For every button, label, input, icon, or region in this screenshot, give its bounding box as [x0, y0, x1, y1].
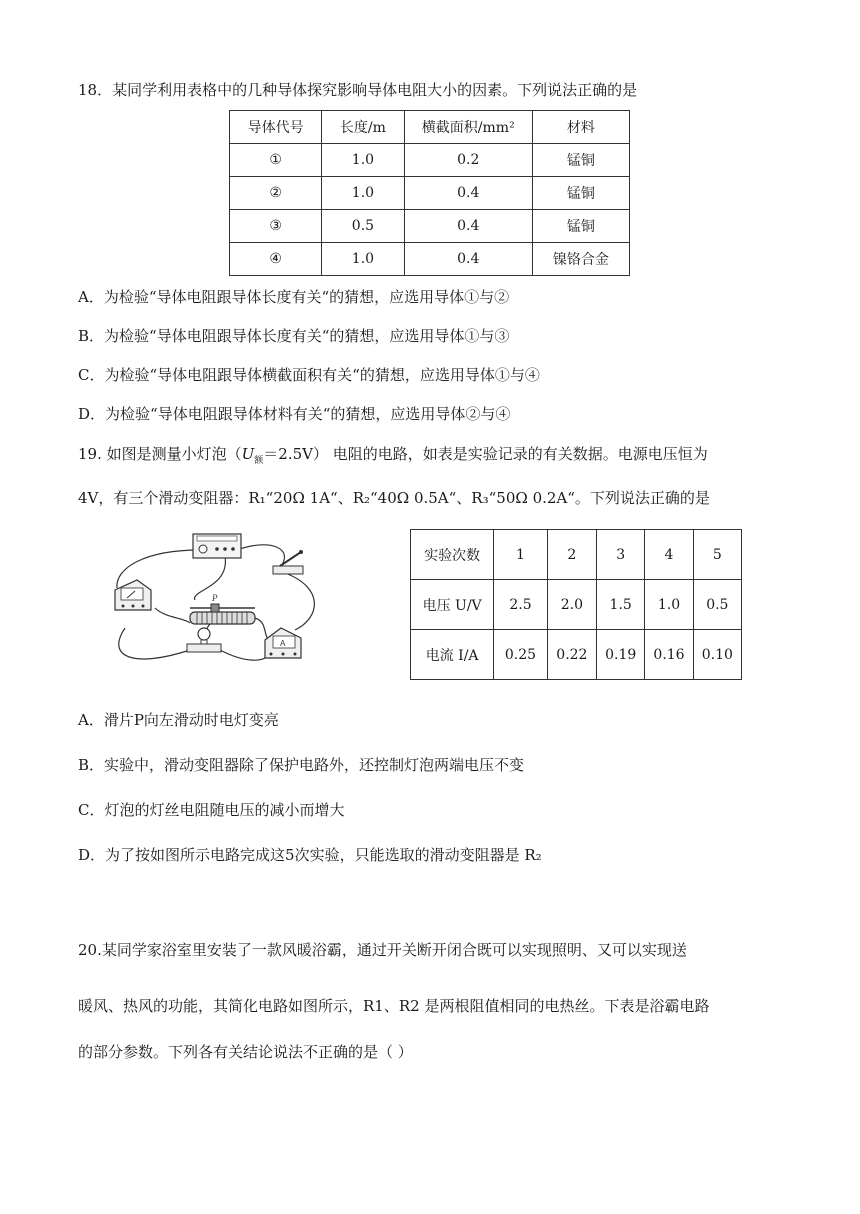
- table-header-cell: 导体代号: [230, 111, 322, 144]
- power-supply-icon: [193, 534, 241, 558]
- q19-data-table: [410, 529, 742, 680]
- table-cell: 2.5: [494, 580, 547, 630]
- table-row: [230, 177, 630, 210]
- q19-circuit-figure: [105, 528, 335, 676]
- ammeter-icon: [265, 628, 301, 658]
- table-cell: 0.19: [597, 630, 645, 680]
- table-cell: 锰铜: [532, 144, 629, 177]
- table-cell: 锰铜: [532, 177, 629, 210]
- table-cell: 0.5: [322, 210, 404, 243]
- q19-rated-subscript: 额: [254, 456, 264, 466]
- table-cell: 1.0: [645, 580, 693, 630]
- table-cell: 1.0: [322, 177, 404, 210]
- table-cell: 0.25: [494, 630, 547, 680]
- q18-option-d[interactable]: D．为检验“导体电阻跟导体材料有关“的猜想，应选用导体②与④: [78, 405, 511, 423]
- table-cell: 2: [547, 530, 596, 580]
- table-cell: 镍铬合金: [532, 243, 629, 276]
- table-row: [411, 580, 742, 630]
- table-cell: 4: [645, 530, 693, 580]
- switch-icon: [273, 550, 303, 574]
- table-row: [411, 630, 742, 680]
- table-cell: 0.2: [404, 144, 532, 177]
- q19-option-a[interactable]: A．滑片P向左滑动时电灯变亮: [78, 711, 279, 729]
- table-row: [230, 210, 630, 243]
- q18-option-b[interactable]: B．为检验“导体电阻跟导体长度有关“的猜想，应选用导体①与③: [78, 327, 510, 345]
- table-header-cell: 长度/m: [322, 111, 404, 144]
- table-header-cell: 电压 U/V: [411, 580, 494, 630]
- q18-option-a[interactable]: A．为检验“导体电阻跟导体长度有关“的猜想，应选用导体①与②: [78, 288, 510, 306]
- q20-stem-line1: 20.某同学家浴室里安装了一款风暖浴霸，通过开关断开闭合既可以实现照明、又可以实现送: [78, 941, 687, 959]
- table-cell: 0.4: [404, 243, 532, 276]
- table-cell: 1.0: [322, 243, 404, 276]
- table-cell: 0.4: [404, 210, 532, 243]
- table-cell: 0.5: [693, 580, 741, 630]
- table-header-cell: 实验次数: [411, 530, 494, 580]
- bulb-icon: [187, 628, 221, 652]
- q19-stem-line1: [78, 444, 708, 471]
- table-header-cell: 横截面积/mm²: [404, 111, 532, 144]
- q18-option-c[interactable]: C．为检验“导体电阻跟导体横截面积有关“的猜想，应选用导体①与④: [78, 366, 540, 384]
- table-header-row: [230, 111, 630, 144]
- q19-option-c[interactable]: C．灯泡的灯丝电阻随电压的减小而增大: [78, 801, 345, 819]
- table-cell: 1.0: [322, 144, 404, 177]
- table-cell: 0.16: [645, 630, 693, 680]
- table-header-cell: 材料: [532, 111, 629, 144]
- table-cell: ④: [230, 243, 322, 276]
- table-cell: ①: [230, 144, 322, 177]
- q18-conductor-table: [229, 110, 630, 276]
- table-cell: 0.10: [693, 630, 741, 680]
- q19-stem-text-a: 19. 如图是测量小灯泡（: [78, 445, 242, 463]
- voltmeter-icon: [115, 580, 151, 610]
- q18-stem: 18．某同学利用表格中的几种导体探究影响导体电阻大小的因素。下列说法正确的是: [78, 81, 638, 99]
- q19-stem-line2: 4V，有三个滑动变阻器：R₁“20Ω 1A“、R₂“40Ω 0.5A“、R₃“50Ω 0.2A“。下列说法正确的是: [78, 489, 710, 507]
- table-cell: ②: [230, 177, 322, 210]
- q19-option-b[interactable]: B．实验中，滑动变阻器除了保护电路外，还控制灯泡两端电压不变: [78, 756, 525, 774]
- table-row: [230, 243, 630, 276]
- q19-stem-text-b: ＝2.5V） 电阻的电路，如表是实验记录的有关数据。电源电压恒为: [263, 445, 708, 463]
- table-row: [411, 530, 742, 580]
- slider-label: P: [212, 593, 218, 603]
- table-cell: 3: [597, 530, 645, 580]
- table-cell: 锰铜: [532, 210, 629, 243]
- table-cell: ③: [230, 210, 322, 243]
- q20-stem-line2: 暖风、热风的功能，其简化电路如图所示，R1、R2 是两根阻值相同的电热丝。下表是浴霸电路: [78, 997, 710, 1015]
- table-cell: 0.4: [404, 177, 532, 210]
- q20-stem-line3: 的部分参数。下列各有关结论说法不正确的是（ ）: [78, 1043, 413, 1061]
- table-row: [230, 144, 630, 177]
- table-cell: 1: [494, 530, 547, 580]
- table-cell: 1.5: [597, 580, 645, 630]
- table-cell: 0.22: [547, 630, 596, 680]
- ammeter-label: A: [280, 639, 286, 648]
- q19-voltage-symbol: U: [241, 445, 255, 463]
- q19-option-d[interactable]: D．为了按如图所示电路完成这5次实验，只能选取的滑动变阻器是 R₂: [78, 846, 542, 864]
- table-cell: 5: [693, 530, 741, 580]
- table-cell: 2.0: [547, 580, 596, 630]
- rheostat-icon: [190, 593, 255, 624]
- table-header-cell: 电流 I/A: [411, 630, 494, 680]
